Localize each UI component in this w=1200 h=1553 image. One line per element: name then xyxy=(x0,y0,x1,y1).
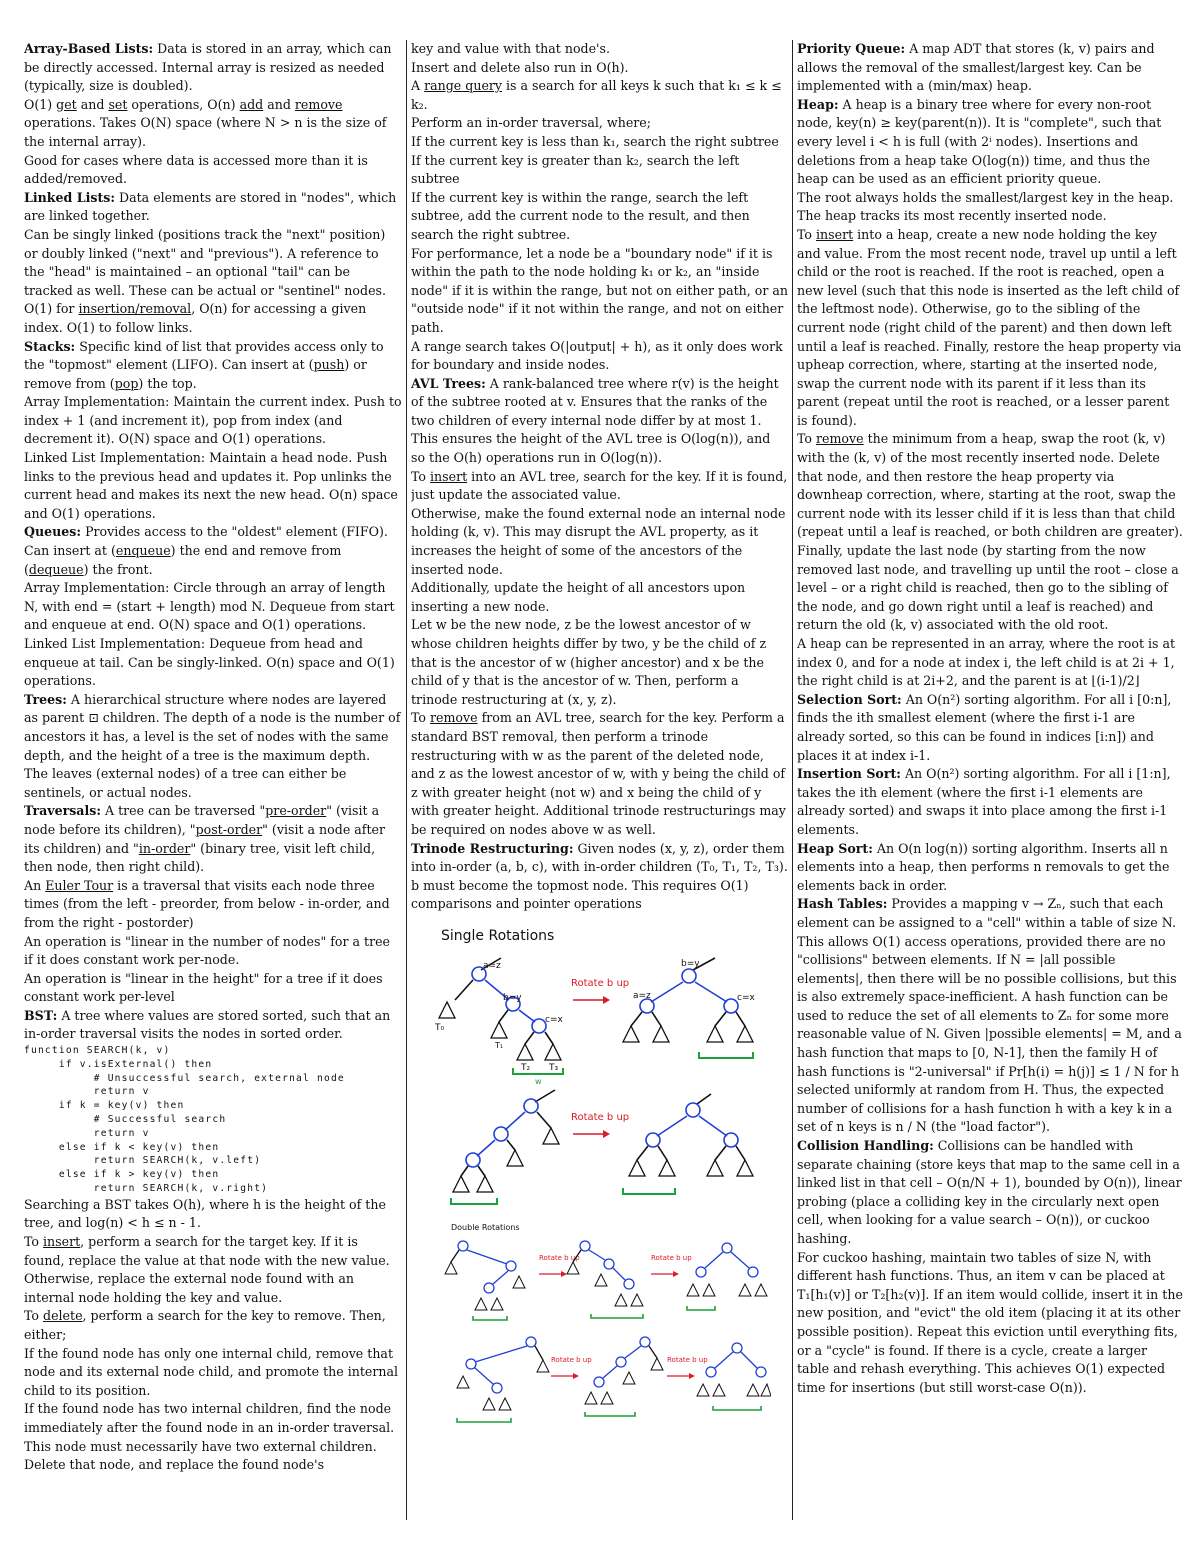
col2-paragraph xyxy=(411,375,788,468)
text-run: If the current key is less than k₁, search the right subtree xyxy=(411,133,779,149)
col2-paragraph xyxy=(411,579,788,616)
rotate-label-4: Rotate b up xyxy=(651,1253,692,1262)
code-line: if v.isExternal() then xyxy=(24,1058,213,1070)
code-line: return v xyxy=(24,1127,150,1139)
text-run: Provides access to the "oldest" element (FIFO). Can insert at ( xyxy=(24,524,388,559)
col1-paragraph xyxy=(24,449,402,523)
text-run: Searching a BST takes O(h), where h is the height of the tree, and log(n) < h ≤ n - 1. xyxy=(24,1196,386,1231)
col2-paragraph xyxy=(411,245,788,338)
node-label-c-x: c=x xyxy=(545,1014,563,1025)
code-line: # Successful search xyxy=(24,1114,227,1126)
text-run: Array Implementation: Circle through an array of length N, with end = (start + length) mod N. Dequeue from start and enqueue at end. O(N) space and O(1) operations. xyxy=(24,580,395,633)
col2-paragraph xyxy=(411,133,788,152)
term-heading: Hash Tables: xyxy=(797,896,888,912)
text-run: " (binary tree, visit left child, then node, then right child). xyxy=(24,840,376,875)
underlined-term: push xyxy=(313,357,345,373)
text-run: is a traversal that visits each node three times (from the left - preorder, from below - in-order, and from the right - postorder) xyxy=(24,877,390,930)
text-run: An operation is "linear in the height" for a tree if it does constant work per-level xyxy=(24,970,383,1005)
text-run: " (visit a node after its children) and " xyxy=(24,821,385,856)
single-rotation-2-after xyxy=(637,1094,745,1160)
under-label-w: w xyxy=(535,1076,542,1086)
column-divider-1 xyxy=(406,40,407,1520)
column-2 xyxy=(411,40,788,1520)
col2-paragraph xyxy=(411,189,788,245)
text-run: An O(n²) sorting algorithm. For all i [0:n], finds the ith smallest element (where the first i-1 are already sorted, so this can be found in indices [i:n]) and places it at index i-1. xyxy=(797,691,1172,763)
text-run: ) the end and remove from ( xyxy=(24,543,342,577)
underlined-term: enqueue xyxy=(115,543,171,559)
underlined-term: range query xyxy=(424,78,503,94)
node-label-b-y-after: b=y xyxy=(681,958,700,969)
text-run: into an AVL tree, search for the key. If it is found, just update the associated value. xyxy=(411,468,788,503)
underlined-term: delete xyxy=(43,1308,83,1324)
term-heading: Queues: xyxy=(24,524,82,540)
rotate-arrowhead-4 xyxy=(673,1271,679,1277)
text-run: , perform a search for the target key. If it is found, replace the value at that node with the new value. Otherwise, replace the external node found with an internal node holding the key and value. xyxy=(24,1234,390,1305)
text-run: A hierarchical structure where nodes are layered as parent ⊡ children. The depth of a node is the number of ancestors it has, a level is the set of nodes with the same depth, and the height of a tree is the maximum depth. xyxy=(24,691,401,763)
text-run: A range search takes O(|output| + h), as it only does work for boundary and inside nodes. xyxy=(411,338,783,373)
double-rotation-1-result xyxy=(696,1243,758,1277)
rotate-arrowhead-1 xyxy=(603,996,610,1004)
text-run: For performance, let a node be a "boundary node" if it is within the path to the node holding k₁ or k₂, an "inside node" if it is within the range, but not on either path, or an "outside node" if it not within the range, and not on either path. xyxy=(411,245,788,335)
term-heading: Heap: xyxy=(797,96,839,112)
text-run: A heap can be represented in an array, where the root is at index 0, and for a node at index i, the left child is at 2i + 1, the right child is at 2i+2, and the parent is at ⌊(i-1)/2⌋ xyxy=(797,636,1176,689)
col2-paragraph xyxy=(411,338,788,375)
term-heading: Array-Based Lists: xyxy=(24,41,154,56)
code-line: # Unsuccessful search, external node xyxy=(24,1072,345,1084)
text-run: A rank-balanced tree where r(v) is the height of the subtree rooted at v. Ensures that the ranks of the two children of every internal node differ by at most 1. This ensures the height of the AVL tree is O(log(n)), and so the O(h) operations run in O(log(n)). xyxy=(411,375,779,466)
text-run: and xyxy=(263,96,295,112)
text-run: Perform an in-order traversal, where; xyxy=(411,115,651,131)
text-run: To xyxy=(24,1234,44,1250)
col3-paragraph xyxy=(797,691,1183,765)
underlined-term: set xyxy=(108,96,128,112)
text-run: Linked List Implementation: Dequeue from head and enqueue at tail. Can be singly-linked. O(n) space and O(1) operations. xyxy=(24,636,395,689)
term-heading: Traversals: xyxy=(24,803,101,819)
text-run: operations. Takes O(N) space (where N > n is the size of the internal array). xyxy=(24,115,387,149)
rotate-arrowhead-3 xyxy=(561,1271,567,1277)
col1-paragraph xyxy=(24,802,402,876)
subtree-label-t3: T₃ xyxy=(549,1062,559,1073)
code-line: return SEARCH(k, v.left) xyxy=(24,1155,262,1167)
col1-paragraph xyxy=(24,1007,402,1044)
underlined-term: in-order xyxy=(138,840,191,856)
col1-paragraph xyxy=(24,765,402,802)
underlined-term: add xyxy=(239,96,264,112)
col1b-paragraph xyxy=(24,1400,402,1474)
term-heading: Selection Sort: xyxy=(797,691,902,707)
double-rotation-2-step-1 xyxy=(466,1337,543,1393)
node-label-a-z-after: a=z xyxy=(633,990,651,1001)
col1-paragraph xyxy=(24,189,402,226)
column-1-paragraphs-continued xyxy=(24,1196,402,1475)
term-heading: Heap Sort: xyxy=(797,840,873,856)
text-run: An O(n²) sorting algorithm. For all i [1:n], takes the ith element (where the first i-1 elements are already sorted) and swaps it into place among the first i-1 elements. xyxy=(797,766,1171,837)
text-run: If the current key is greater than k₂, search the left subtree xyxy=(411,152,740,187)
text-run: A map ADT that stores (k, v) pairs and allows the removal of the smallest/largest key. Can be implemented with a (min/max) heap. xyxy=(797,41,1155,94)
text-run: The leaves (external nodes) of a tree can either be sentinels, or actual nodes. xyxy=(24,766,347,800)
text-run: Data elements are stored in "nodes", which are linked together. xyxy=(24,189,397,224)
code-line: function SEARCH(k, v) xyxy=(24,1045,171,1057)
col1-paragraph xyxy=(24,635,402,691)
text-run: Collisions can be handled with separate chaining (store keys that map to the same cell in a linked list in that cell – O(n/N + 1), bounded by O(n)), linear probing (place a colliding key in the circularly next open cell, when looking for a value search – O(n)), or cuckoo hashing. xyxy=(797,1138,1182,1246)
col3-paragraph xyxy=(797,96,1183,189)
text-run: To xyxy=(411,468,431,484)
text-run: To xyxy=(797,226,817,242)
col2-paragraph xyxy=(411,40,788,59)
text-run: , perform a search for the key to remove. Then, either; xyxy=(24,1308,386,1342)
code-line: return v xyxy=(24,1086,150,1098)
text-run: Good for cases where data is accessed more than it is added/removed. xyxy=(24,152,368,187)
underlined-term: remove xyxy=(430,710,478,726)
text-run: ) the front. xyxy=(83,561,153,577)
text-run: and xyxy=(76,96,109,112)
col3-paragraph xyxy=(797,430,1183,635)
text-run: An xyxy=(24,877,46,893)
col1b-paragraph xyxy=(24,1307,402,1344)
rotate-arrowhead-6 xyxy=(689,1373,695,1379)
column-2-paragraphs xyxy=(411,40,788,914)
text-run: Insert and delete also run in O(h). xyxy=(411,59,629,75)
col3-paragraph xyxy=(797,1137,1183,1249)
col3-paragraph xyxy=(797,226,1183,431)
rotate-label-2: Rotate b up xyxy=(571,1111,630,1123)
term-heading: Insertion Sort: xyxy=(797,766,901,782)
text-run: An O(n log(n)) sorting algorithm. Inserts all n elements into a heap, then performs n removals to get the elements back in order. xyxy=(797,840,1170,893)
rotate-arrowhead-2 xyxy=(603,1130,610,1138)
single-rotations-diagram xyxy=(411,918,771,1208)
term-heading: Trinode Restructuring: xyxy=(411,840,574,856)
text-run: Provides a mapping v → Zₙ, such that each element can be assigned to a "cell" within a table of size N. This allows O(1) access operations, provided there are no "collisions" between elements. If N = |all possible elements|, then there will be no possible collisions, but this is also extremely space-inefficient. A hash function can be used to reduce the set of all elements to Zₙ for some more reasonable value of N. Given |possible elements| = M, and a hash function that maps to [0, N-1], then the family H of hash functions is "2-universal" if Pr[h(i) = h(j)] ≤ 1 / N for h selected uniformly at random from H. Thus, the expected number of collisions for a hash function h with a key k in a set of n keys is n / N (the "load factor"). xyxy=(797,896,1182,1135)
term-heading: Trees: xyxy=(24,691,67,707)
col1-paragraph xyxy=(24,933,402,970)
column-divider-2 xyxy=(792,40,793,1520)
text-run: " (visit a node before its children), " xyxy=(24,803,380,837)
col3-paragraph xyxy=(797,635,1183,691)
col3-paragraph xyxy=(797,765,1183,839)
text-run: Otherwise, make the found external node an internal node holding (k, v). This may disrupt the AVL property, as it increases the height of some of the ancestors of the inserted node. xyxy=(411,505,786,577)
col2-paragraph xyxy=(411,152,788,189)
code-line: if k = key(v) then xyxy=(24,1100,185,1112)
code-line: else if k > key(v) then xyxy=(24,1169,220,1181)
subtree-label-t1: T₁ xyxy=(495,1040,504,1050)
column-3 xyxy=(797,40,1183,1520)
text-run: A heap is a binary tree where for every non-root node, key(n) ≥ key(parent(n)). It is "complete", such that every level i < h is full (with 2ⁱ nodes). Insertions and deletions from a heap take O(log(n)) time, and thus the heap can be used as an efficient priority queue. xyxy=(797,96,1162,187)
double-rotations-title: Double Rotations xyxy=(451,1222,520,1232)
double-rotations-diagram xyxy=(411,1212,771,1442)
code-line: return SEARCH(k, v.right) xyxy=(24,1183,269,1195)
underlined-term: remove xyxy=(294,96,343,112)
underlined-term: insertion/removal xyxy=(78,301,192,317)
col2-paragraph xyxy=(411,709,788,839)
term-heading: Linked Lists: xyxy=(24,189,116,205)
col3-paragraph xyxy=(797,1249,1183,1398)
text-run: Let w be the new node, z be the lowest ancestor of w whose children heights differ by two, y be the child of z that is the ancestor of w (higher ancestor) and x be the child of y that is the ancestor of w. Then, perform a trinode restructuring at (x, y, z). xyxy=(411,617,767,707)
term-heading: Priority Queue: xyxy=(797,41,906,56)
col1-paragraph xyxy=(24,579,402,635)
column-3-paragraphs xyxy=(797,40,1183,1397)
col3-paragraph xyxy=(797,895,1183,1137)
col2-paragraph xyxy=(411,840,788,914)
double-rotations-figure xyxy=(411,1212,788,1442)
term-heading: Stacks: xyxy=(24,338,76,354)
rotate-label-6: Rotate b up xyxy=(667,1355,708,1364)
col1-paragraph xyxy=(24,523,402,579)
col1b-paragraph xyxy=(24,1345,402,1401)
col2-paragraph xyxy=(411,59,788,78)
text-run: ) the top. xyxy=(138,375,197,391)
term-heading: Collision Handling: xyxy=(797,1138,934,1154)
col1-paragraph xyxy=(24,40,402,96)
text-run: into a heap, create a new node holding the key and value. From the most recent node, travel up until a left child or the root is reached. If the root is reached, open a new level (such that this node is inserted as the left child of the leftmost node). Otherwise, go to the sibling of the current node (right child of the parent) and then down left until a leaf is reached. Finally, restore the heap property via upheap correction, where, starting at the inserted node, swap the current node with its parent if it less than its parent (repeat until the root is reached, or a lesser parent is found). xyxy=(797,226,1182,428)
col3-paragraph xyxy=(797,840,1183,896)
text-run: If the found node has only one internal child, remove that node and its external node child, and promote the internal child to its position. xyxy=(24,1345,399,1398)
text-run: The root always holds the smallest/largest key in the heap. The heap tracks its most recently inserted node. xyxy=(797,189,1174,224)
col2-paragraph xyxy=(411,77,788,114)
column-1 xyxy=(24,40,402,1520)
col1-paragraph xyxy=(24,877,402,933)
text-run: operations, O(n) xyxy=(127,96,240,112)
text-run: ) or remove from ( xyxy=(24,357,367,391)
rotate-label-5: Rotate b up xyxy=(551,1355,592,1364)
col3-paragraph xyxy=(797,40,1183,96)
node-label-a-z: a=z xyxy=(483,960,501,971)
double-rotation-1-step-2 xyxy=(573,1241,634,1289)
col2-paragraph xyxy=(411,505,788,579)
underlined-term: remove xyxy=(816,431,864,447)
double-rotation-1-step-1 xyxy=(451,1241,516,1293)
rotate-label-1: Rotate b up xyxy=(571,977,630,989)
col2-paragraph xyxy=(411,114,788,133)
col1-paragraph xyxy=(24,338,402,394)
rotate-label-3: Rotate b up xyxy=(539,1253,580,1262)
text-run: Can be singly linked (positions track the "next" position) or doubly linked ("next" and "previous"). A reference to the "head" is maintained – an optional "tail" can be tracked as well. These can be actual or "sentinel" nodes. xyxy=(24,226,386,298)
text-run: If the current key is within the range, search the left subtree, add the current node to the result, and then search the right subtree. xyxy=(411,189,750,242)
term-heading: AVL Trees: xyxy=(411,375,486,391)
text-run: Array Implementation: Maintain the current index. Push to index + 1 (and increment it), pop from index (and decrement it). O(N) space and O(1) operations. xyxy=(24,394,402,447)
text-run: Data is stored in an array, which can be directly accessed. Internal array is resized as needed (typically, size is doubled). xyxy=(24,41,392,94)
text-run: , O(n) for accessing a given index. O(1) to follow links. xyxy=(24,301,367,335)
underlined-term: insert xyxy=(430,468,468,484)
underlined-term: Euler Tour xyxy=(45,877,114,893)
single-rotations-title: Single Rotations xyxy=(441,927,555,944)
col1b-paragraph xyxy=(24,1233,402,1307)
col1-paragraph xyxy=(24,152,402,189)
text-run: key and value with that node's. xyxy=(411,41,610,56)
column-1-paragraphs xyxy=(24,40,402,1044)
underlined-term: dequeue xyxy=(28,561,84,577)
text-run: O(1) for xyxy=(24,301,79,317)
underlined-term: pre-order xyxy=(265,803,327,819)
col1-paragraph xyxy=(24,96,402,152)
text-run: To xyxy=(24,1308,44,1324)
node-label-b-y: b=y xyxy=(503,992,522,1003)
text-run: To xyxy=(411,710,431,726)
text-run: from an AVL tree, search for the key. Perform a standard BST removal, then perform a trinode restructuring with w as the parent of the deleted node, and z as the lowest ancestor of w, with y being the child of z with greater height (not w) and x being the child of y with greater height. Additional trinode restructurings may be required on nodes above w as well. xyxy=(411,710,786,837)
subtree-label-t0: T₀ xyxy=(435,1022,445,1033)
col1b-paragraph xyxy=(24,1196,402,1233)
text-run: Given nodes (x, y, z), order them into in-order (a, b, c), with in-order children (T₀, T₁, T₂, T₃). b must become the topmost node. This requires O(1) comparisons and pointer operations xyxy=(411,840,788,912)
double-rotation-2-result xyxy=(706,1343,766,1377)
col2-paragraph xyxy=(411,616,788,709)
text-run: If the found node has two internal children, find the node immediately after the found node in an in-order traversal. This node must necessarily have two external children. Delete that node, and replace the found node's xyxy=(24,1401,395,1473)
col1-paragraph xyxy=(24,393,402,449)
text-run: O(1) xyxy=(24,96,57,112)
col1-paragraph xyxy=(24,300,402,337)
code-line: else if k < key(v) then xyxy=(24,1141,220,1153)
underlined-term: post-order xyxy=(195,821,263,837)
node-label-c-x-after: c=x xyxy=(737,992,755,1003)
col1-paragraph xyxy=(24,691,402,765)
rotate-arrowhead-5 xyxy=(573,1373,579,1379)
text-run: is a search for all keys k such that k₁ ≤ k ≤ k₂. xyxy=(411,78,782,112)
col1-paragraph xyxy=(24,226,402,300)
text-run: Specific kind of list that provides access only to the "topmost" element (LIFO). Can insert at ( xyxy=(24,338,384,373)
text-run: A tree can be traversed " xyxy=(101,803,266,819)
text-run: A xyxy=(411,78,425,94)
text-run: the minimum from a heap, swap the root (k, v) with the (k, v) of the most recently inserted node. Delete that node, and then restore the heap property via downheap correction, where, starting at the root, swap the current node with its lesser child if it is less than that child (repeat until a leaf is reached, or both children are greater). Finally, update the last node (by starting from the now removed last node, and travelling up until the root – close a level – or a right child is reached, then go to the sibling of the node, and go down right until a leaf is reached) and return the old (k, v) associated with the old root. xyxy=(797,431,1183,633)
subtree-label-t2: T₂ xyxy=(521,1062,531,1073)
text-run: Linked List Implementation: Maintain a head node. Push links to the previous head and updates it. Pop unlinks the current head and makes its next the new head. O(n) space and O(1) operations. xyxy=(24,450,398,521)
text-run: To xyxy=(797,431,817,447)
bst-search-pseudocode xyxy=(24,1044,402,1196)
col1-paragraph xyxy=(24,970,402,1007)
underlined-term: get xyxy=(56,96,77,112)
underlined-term: insert xyxy=(816,226,854,242)
underlined-term: insert xyxy=(43,1234,81,1250)
text-run: Additionally, update the height of all ancestors upon inserting a new node. xyxy=(411,580,746,614)
col3-paragraph xyxy=(797,189,1183,226)
text-run: A tree where values are stored sorted, such that an in-order traversal visits the nodes in sorted order. xyxy=(24,1007,391,1042)
text-run: An operation is "linear in the number of nodes" for a tree if it does constant work per-node. xyxy=(24,933,391,968)
underlined-term: pop xyxy=(114,375,139,391)
text-run: For cuckoo hashing, maintain two tables of size N, with different hash functions. Thus, an item v can be placed at T₁[h₁(v)] or T₂[h₂(v)]. If an item would collide, insert it in the new position, and "evict" the old item (placing it at its other possible position). Repeat this eviction until everything fits, or a "cycle" is found. If there is a cycle, create a larger table and rehash everything. This achieves O(1) expected time for insertions (but still worst-case O(n)). xyxy=(797,1249,1183,1395)
term-heading: BST: xyxy=(24,1007,58,1023)
col2-paragraph xyxy=(411,468,788,505)
single-rotations-figure xyxy=(411,918,788,1208)
